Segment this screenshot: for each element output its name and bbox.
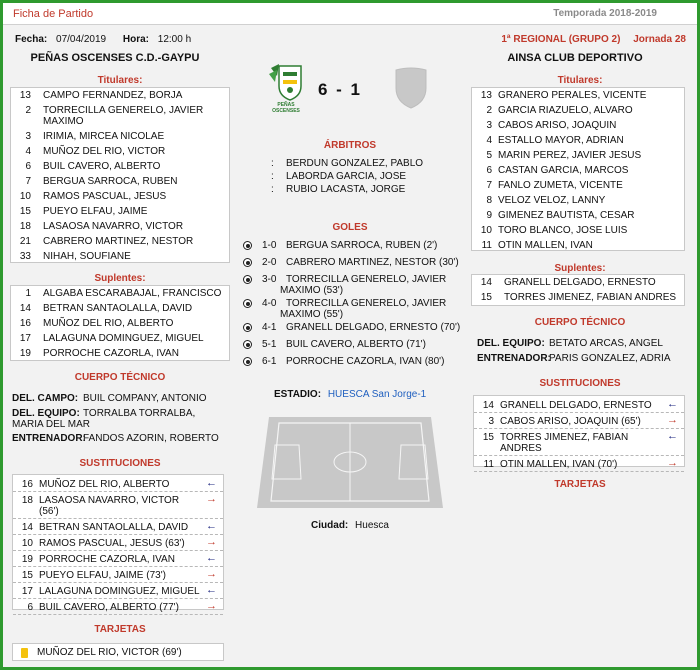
player-name-cont: (56') <box>39 506 59 517</box>
player-number: 5 <box>486 150 492 161</box>
substitution-row[interactable] <box>13 567 223 583</box>
player-name[interactable]: GARCIA RIAZUELO, ALVARO <box>498 105 633 116</box>
staff-row <box>12 433 237 448</box>
away-starters-list <box>471 87 685 251</box>
player-row[interactable] <box>472 135 684 150</box>
player-number: 15 <box>19 206 31 217</box>
goal-row <box>240 356 465 373</box>
player-number: 15 <box>482 432 494 443</box>
referee-row <box>268 184 468 197</box>
player-row[interactable] <box>11 333 229 348</box>
staff-role: DEL. EQUIPO: <box>12 408 80 419</box>
referee-separator: : <box>271 158 274 169</box>
goal-scorer[interactable]: PORROCHE CAZORLA, IVAN (80') <box>286 356 445 367</box>
goal-score: 4-1 <box>262 322 277 333</box>
player-name[interactable]: VELOZ VELOZ, LANNY <box>498 195 606 206</box>
substitution-row[interactable] <box>13 583 223 599</box>
staff-name[interactable]: TORRALBA TORRALBA, <box>83 408 196 419</box>
staff-name[interactable]: BUIL COMPANY, ANTONIO <box>83 393 207 404</box>
player-name[interactable]: RAMOS PASCUAL, JESUS (63') <box>39 538 185 549</box>
substitution-row[interactable] <box>474 429 684 456</box>
arrow-right-icon: → <box>206 600 217 612</box>
player-name[interactable]: CABOS ARISO, JOAQUIN (65') <box>500 416 641 427</box>
player-row[interactable] <box>472 150 684 165</box>
player-name-cont: ANDRES <box>500 443 542 454</box>
player-name[interactable]: GRANELL DELGADO, ERNESTO <box>504 277 656 288</box>
home-logo-text: PEÑAS OSCENSES <box>272 102 300 114</box>
player-number: 21 <box>19 236 31 247</box>
arrow-right-icon: → <box>206 568 217 580</box>
player-number: 6 <box>486 165 492 176</box>
home-subs-heading: Suplentes: <box>94 273 146 284</box>
page-title: Ficha de Partido <box>13 8 94 20</box>
stadium-pitch-image <box>257 415 443 510</box>
player-name[interactable]: BUIL CAVERO, ALBERTO <box>43 161 161 172</box>
referee-name[interactable]: BERDUN GONZALEZ, PABLO <box>286 158 424 169</box>
away-staff-list <box>477 338 692 368</box>
player-name[interactable]: CABOS ARISO, JOAQUIN <box>498 120 617 131</box>
arrow-right-icon: → <box>206 536 217 548</box>
away-starters-heading: Titulares: <box>557 75 603 86</box>
player-row[interactable] <box>11 251 229 266</box>
substitution-row[interactable] <box>13 519 223 535</box>
home-starters-heading: Titulares: <box>97 75 143 86</box>
arrow-left-icon: ← <box>206 584 217 596</box>
player-name[interactable]: GRANELL DELGADO, ERNESTO <box>500 400 652 411</box>
arrow-left-icon: ← <box>206 552 217 564</box>
player-row[interactable] <box>11 303 229 318</box>
player-name[interactable]: FANLO ZUMETA, VICENTE <box>498 180 623 191</box>
goal-row <box>240 322 465 339</box>
player-name[interactable]: OTIN MALLEN, IVAN (70') <box>500 459 618 470</box>
match-score: 6 - 1 <box>318 80 363 99</box>
player-name[interactable]: OTIN MALLEN, IVAN <box>498 240 593 251</box>
goal-row <box>240 240 465 257</box>
referees-heading: ÁRBITROS <box>323 140 377 151</box>
player-number: 3 <box>488 416 494 427</box>
player-number: 3 <box>486 120 492 131</box>
player-number: 19 <box>21 554 33 565</box>
staff-row <box>477 338 692 353</box>
player-row[interactable] <box>472 165 684 180</box>
player-row[interactable] <box>11 131 229 146</box>
player-name[interactable]: MUÑOZ DEL RIO, VICTOR <box>43 146 166 157</box>
player-name[interactable]: LASAOSA NAVARRO, VICTOR <box>39 495 180 506</box>
soccer-ball-icon <box>243 299 252 308</box>
player-number: 19 <box>19 348 31 359</box>
player-number: 15 <box>21 570 33 581</box>
player-number: 13 <box>19 90 31 101</box>
player-name[interactable]: PORROCHE CAZORLA, IVAN <box>43 348 179 359</box>
goal-scorer[interactable]: GRANELL DELGADO, ERNESTO (70') <box>286 322 461 333</box>
player-name[interactable]: CABRERO MARTINEZ, NESTOR <box>43 236 194 247</box>
player-name[interactable]: ESTALLO MAYOR, ADRIAN <box>498 135 624 146</box>
player-row[interactable] <box>472 105 684 120</box>
player-row[interactable] <box>472 90 684 105</box>
staff-role: DEL. EQUIPO: <box>477 338 545 349</box>
goal-scorer[interactable]: TORRECILLA GENERELO, JAVIER <box>286 298 447 309</box>
player-name[interactable]: PUEYO ELFAU, JAIME (73') <box>39 570 166 581</box>
player-number: 6 <box>27 602 33 613</box>
player-row[interactable] <box>11 288 229 303</box>
player-name[interactable]: BERGUA SARROCA, RUBEN <box>43 176 178 187</box>
goal-score: 1-0 <box>262 240 277 251</box>
staff-row <box>12 408 237 433</box>
player-row[interactable] <box>11 236 229 251</box>
player-number: 6 <box>25 161 31 172</box>
player-number: 10 <box>21 538 33 549</box>
player-row[interactable] <box>472 180 684 195</box>
goal-scorer[interactable]: BERGUA SARROCA, RUBEN (2') <box>286 240 438 251</box>
substitution-row[interactable] <box>13 551 223 567</box>
goal-scorer[interactable]: TORRECILLA GENERELO, JAVIER <box>286 274 447 285</box>
player-name[interactable]: TORRES JIMENEZ, FABIAN ANDRES <box>504 292 677 303</box>
goal-scorer[interactable]: BUIL CAVERO, ALBERTO (71') <box>286 339 426 350</box>
player-number: 17 <box>19 333 31 344</box>
soccer-ball-icon <box>243 323 252 332</box>
player-number: 1 <box>25 288 31 299</box>
away-subs-heading: Suplentes: <box>554 263 606 274</box>
player-number: 8 <box>486 195 492 206</box>
goal-score: 2-0 <box>262 257 277 268</box>
player-name[interactable]: IRIMIA, MIRCEA NICOLAE <box>43 131 165 142</box>
soccer-ball-icon <box>243 258 252 267</box>
card-player-name[interactable]: MUÑOZ DEL RIO, VICTOR (69') <box>37 647 182 658</box>
home-starters-list <box>10 87 230 263</box>
substitution-row[interactable] <box>13 492 223 519</box>
soccer-ball-icon <box>243 241 252 250</box>
goal-scorer-cont: MAXIMO (55') <box>280 309 344 320</box>
yellow-card-icon <box>21 648 28 658</box>
player-row[interactable] <box>472 292 684 307</box>
arrow-left-icon: ← <box>206 477 217 489</box>
player-row[interactable] <box>11 221 229 236</box>
player-row[interactable] <box>472 195 684 210</box>
substitution-row[interactable] <box>13 599 223 615</box>
player-number: 7 <box>25 176 31 187</box>
player-name[interactable]: BUIL CAVERO, ALBERTO (77') <box>39 602 179 613</box>
stadium-link[interactable]: HUESCA San Jorge-1 <box>327 389 427 400</box>
home-subs-list <box>10 285 230 361</box>
staff-name[interactable]: FANDOS AZORIN, ROBERTO <box>83 433 219 444</box>
goal-row <box>240 339 465 356</box>
player-row[interactable] <box>472 240 684 255</box>
competition-info: 1ª REGIONAL (GRUPO 2) Jornada 28 <box>501 34 686 45</box>
staff-row <box>12 393 237 408</box>
player-name[interactable]: RAMOS PASCUAL, JESUS <box>43 191 167 202</box>
player-number: 2 <box>25 105 31 116</box>
player-number: 4 <box>486 135 492 146</box>
player-number: 18 <box>21 495 33 506</box>
goal-scorer-cont: MAXIMO (53') <box>280 285 344 296</box>
player-number: 11 <box>483 459 494 470</box>
goal-score: 6-1 <box>262 356 277 367</box>
card-row[interactable] <box>13 647 223 661</box>
player-number: 14 <box>482 400 494 411</box>
player-number: 16 <box>21 479 33 490</box>
player-row[interactable] <box>11 176 229 191</box>
player-row[interactable] <box>11 206 229 221</box>
home-cards-heading: TARJETAS <box>94 624 146 635</box>
goals-list <box>240 240 465 367</box>
player-name[interactable]: BETRAN SANTAOLALLA, DAVID <box>43 303 193 314</box>
home-staff-heading: CUERPO TÉCNICO <box>74 372 166 383</box>
substitution-row[interactable] <box>474 413 684 429</box>
staff-row <box>477 353 692 368</box>
goal-scorer[interactable]: CABRERO MARTINEZ, NESTOR (30') <box>286 257 459 268</box>
player-number: 15 <box>480 292 492 303</box>
referee-row <box>268 158 468 171</box>
substitution-row[interactable] <box>474 397 684 413</box>
player-name[interactable]: LASAOSA NAVARRO, VICTOR <box>43 221 184 232</box>
substitution-row[interactable] <box>474 456 684 472</box>
player-row[interactable] <box>11 105 229 131</box>
home-substitutions-heading: SUSTITUCIONES <box>79 458 161 469</box>
player-name[interactable]: TORRECILLA GENERELO, JAVIER <box>43 105 204 116</box>
away-cards-heading: TARJETAS <box>554 479 606 490</box>
referee-separator: : <box>271 184 274 195</box>
arrow-left-icon: ← <box>667 430 678 442</box>
referees-list <box>268 158 468 203</box>
player-number: 9 <box>486 210 492 221</box>
away-subs-list <box>471 274 685 306</box>
player-row[interactable] <box>472 120 684 135</box>
player-name[interactable]: GIMENEZ BAUTISTA, CESAR <box>498 210 635 221</box>
player-name[interactable]: MUÑOZ DEL RIO, ALBERTO <box>39 479 170 490</box>
goal-row <box>240 298 465 322</box>
player-name-cont: MAXIMO <box>43 116 84 127</box>
home-substitutions-list <box>12 474 224 613</box>
player-row[interactable] <box>472 210 684 225</box>
player-name[interactable]: TORRES JIMENEZ, FABIAN <box>500 432 629 443</box>
staff-role: DEL. CAMPO: <box>12 393 79 404</box>
player-name[interactable]: CAMPO FERNANDEZ, BORJA <box>43 90 183 101</box>
goal-row <box>240 257 465 274</box>
player-number: 14 <box>19 303 31 314</box>
staff-role: ENTRENADOR: <box>477 353 551 364</box>
player-number: 4 <box>25 146 31 157</box>
away-team-logo[interactable] <box>394 66 428 110</box>
arrow-right-icon: → <box>667 414 678 426</box>
player-number: 2 <box>486 105 492 116</box>
player-number: 11 <box>481 240 492 251</box>
arrow-right-icon: → <box>206 493 217 505</box>
referee-name[interactable]: RUBIO LACASTA, JORGE <box>286 184 406 195</box>
player-number: 3 <box>25 131 31 142</box>
player-row[interactable] <box>11 318 229 333</box>
player-row[interactable] <box>11 146 229 161</box>
player-number: 14 <box>480 277 492 288</box>
home-staff-list <box>12 393 237 448</box>
goal-score: 3-0 <box>262 274 277 285</box>
away-team-name[interactable]: AINSA CLUB DEPORTIVO <box>507 52 643 64</box>
player-name[interactable]: TORO BLANCO, JOSE LUIS <box>498 225 628 236</box>
player-row[interactable] <box>11 191 229 206</box>
stadium-info: ESTADIO: HUESCA San Jorge-1 <box>274 389 427 400</box>
player-number: 14 <box>21 522 33 533</box>
top-bar <box>3 3 697 25</box>
player-number: 13 <box>480 90 492 101</box>
soccer-ball-icon <box>243 340 252 349</box>
substitution-row[interactable] <box>13 535 223 551</box>
match-date: Fecha: 07/04/2019 Hora: 12:00 h <box>15 34 192 45</box>
player-row[interactable] <box>472 225 684 240</box>
player-number: 10 <box>19 191 31 202</box>
soccer-ball-icon <box>243 275 252 284</box>
player-name[interactable]: BETRAN SANTAOLALLA, DAVID <box>39 522 189 533</box>
staff-role: ENTRENADOR: <box>12 433 86 444</box>
home-team-logo[interactable] <box>265 62 307 118</box>
goal-score: 5-1 <box>262 339 277 350</box>
player-name[interactable]: ALGABA ESCARABAJAL, FRANCISCO <box>43 288 222 299</box>
player-name[interactable]: LALAGUNA DOMINGUEZ, MIGUEL <box>43 333 204 344</box>
player-number: 7 <box>486 180 492 191</box>
staff-name[interactable]: BETATO ARCAS, ANGEL <box>549 338 663 349</box>
season-label: Temporada 2018-2019 <box>553 8 657 19</box>
player-name[interactable]: PUEYO ELFAU, JAIME <box>43 206 148 217</box>
player-row[interactable] <box>11 161 229 176</box>
goals-heading: GOLES <box>332 222 368 233</box>
away-substitutions-list <box>473 395 685 470</box>
player-name[interactable]: MARIN PEREZ, JAVIER JESUS <box>498 150 642 161</box>
arrow-left-icon: ← <box>206 520 217 532</box>
away-substitutions-heading: SUSTITUCIONES <box>539 378 621 389</box>
referee-row <box>268 171 468 184</box>
player-number: 16 <box>19 318 31 329</box>
arrow-right-icon: → <box>667 457 678 469</box>
staff-name[interactable]: PARIS GONZALEZ, ADRIA <box>549 353 671 364</box>
player-name[interactable]: NIHAH, SOUFIANE <box>43 251 131 262</box>
substitution-row[interactable] <box>13 476 223 492</box>
goal-row <box>240 274 465 298</box>
referee-separator: : <box>271 171 274 182</box>
player-number: 33 <box>19 251 31 262</box>
away-staff-heading: CUERPO TÉCNICO <box>534 317 626 328</box>
home-team-name[interactable]: PEÑAS OSCENSES C.D.-GAYPU <box>30 52 200 64</box>
home-cards-list <box>12 643 224 661</box>
arrow-left-icon: ← <box>667 398 678 410</box>
soccer-ball-icon <box>243 357 252 366</box>
player-name[interactable]: CASTAN GARCIA, MARCOS <box>498 165 629 176</box>
player-name[interactable]: PORROCHE CAZORLA, IVAN <box>39 554 175 565</box>
city-info: Ciudad: Huesca <box>311 520 389 531</box>
player-number: 17 <box>21 586 33 597</box>
player-row[interactable] <box>472 277 684 292</box>
goal-score: 4-0 <box>262 298 277 309</box>
player-row[interactable] <box>11 90 229 105</box>
referee-name[interactable]: LABORDA GARCIA, JOSE <box>286 171 407 182</box>
player-number: 10 <box>480 225 492 236</box>
player-row[interactable] <box>11 348 229 363</box>
player-number: 18 <box>19 221 31 232</box>
staff-name-cont: MARIA DEL MAR <box>12 419 90 430</box>
player-name[interactable]: LALAGUNA DOMINGUEZ, MIGUEL <box>39 586 200 597</box>
player-name[interactable]: GRANERO PERALES, VICENTE <box>498 90 647 101</box>
player-name[interactable]: MUÑOZ DEL RIO, ALBERTO <box>43 318 174 329</box>
